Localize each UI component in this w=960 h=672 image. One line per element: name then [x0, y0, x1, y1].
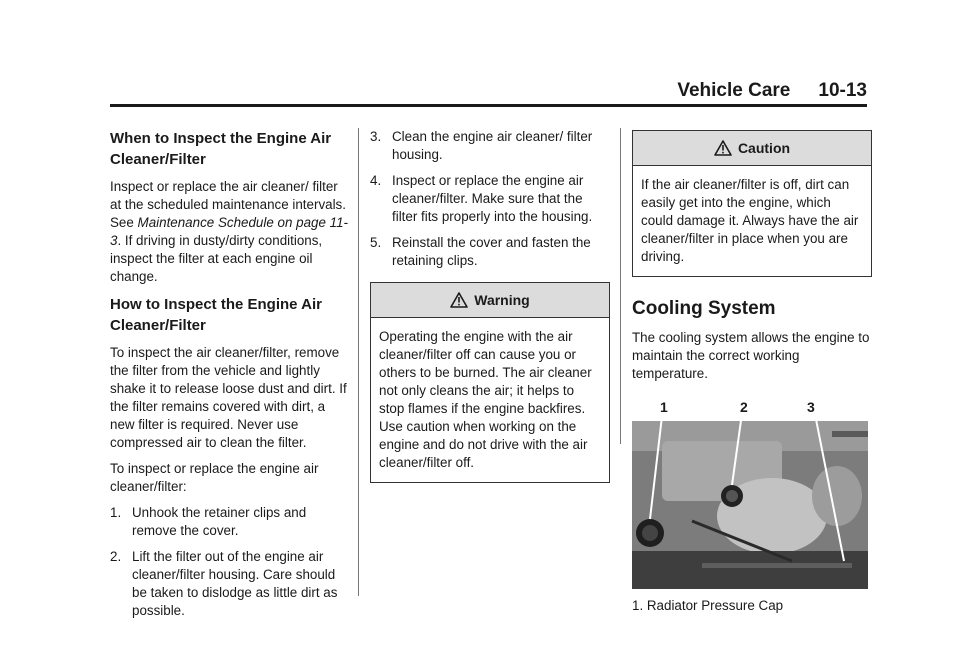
- callout-label: 1: [660, 399, 668, 415]
- text-run: . If driving in dusty/dirty conditions, inspect the filter at each engine oil change.: [110, 233, 323, 284]
- step-number: 5.: [370, 235, 382, 250]
- warning-text: Operating the engine with the air cleaner/filter off can cause you or others to be burned. The air cleaner not only cleans the air; it helps to stop flames if the engine backfires. Use caution when working on the engine and do not drive with the air cleaner/filter off.: [379, 329, 592, 470]
- page-number: 10-13: [818, 80, 867, 101]
- caution-text: If the air cleaner/filter is off, dirt can easily get into the engine, which could damage it. Always have the air cleaner/filter in place when you are driving.: [641, 177, 859, 264]
- engine-figure: [632, 399, 868, 589]
- engine-photo: [632, 421, 868, 589]
- step-text: Inspect or replace the engine air cleaner/filter. Make sure that the filter fits properly into the housing.: [392, 173, 593, 224]
- header-rule: [110, 104, 867, 107]
- caution-header: [633, 131, 871, 166]
- column-1: [110, 128, 350, 628]
- paragraph: [110, 178, 350, 286]
- figure-caption: 1. Radiator Pressure Cap: [632, 598, 784, 613]
- step-number: 3.: [370, 129, 382, 144]
- column-divider: [358, 128, 359, 596]
- warning-body: [371, 318, 609, 482]
- list-item: [370, 172, 610, 226]
- caution-body: [633, 166, 871, 276]
- steps-list: [370, 128, 610, 270]
- engine-compartment-image: [632, 421, 868, 589]
- running-header: [677, 80, 867, 102]
- caution-icon: [714, 140, 732, 156]
- callout-label: 2: [740, 399, 748, 415]
- steps-list: [110, 504, 350, 620]
- step-number: 1.: [110, 505, 122, 520]
- step-number: 2.: [110, 549, 122, 564]
- paragraph: To inspect or replace the engine air cleaner/filter:: [110, 461, 319, 494]
- warning-header: [371, 283, 609, 318]
- cross-reference-link[interactable]: Maintenance Schedule on page 11-3: [110, 215, 348, 248]
- caution-title: Caution: [737, 140, 791, 156]
- column-divider: [620, 128, 621, 444]
- step-text: Reinstall the cover and fasten the retaining clips.: [392, 235, 591, 268]
- list-item: [110, 548, 350, 620]
- callout-label: 3: [807, 399, 815, 415]
- step-text: Clean the engine air cleaner/ filter housing.: [392, 129, 593, 162]
- step-number: 4.: [370, 173, 382, 188]
- paragraph: The cooling system allows the engine to maintain the correct working temperature.: [632, 330, 870, 381]
- text-run: Inspect or replace the air cleaner/ filter at the scheduled maintenance intervals. See: [110, 179, 346, 230]
- warning-icon: [450, 292, 468, 308]
- column-2: [370, 128, 610, 483]
- section-heading-cooling-system: Cooling System: [632, 298, 776, 319]
- list-item: [370, 234, 610, 270]
- paragraph: To inspect the air cleaner/filter, remove the filter from the vehicle and lightly shake it to release loose dust and dirt. If the filter remains covered with dirt, a new filter is required. Never use compressed air to clean the filter.: [110, 345, 347, 450]
- step-text: Lift the filter out of the engine air cleaner/filter housing. Care should be taken to dislodge as little dirt as possible.: [132, 549, 338, 618]
- section-title: Vehicle Care: [677, 80, 791, 101]
- page-header: [110, 80, 867, 106]
- column-3: [632, 128, 872, 623]
- list-item: [110, 504, 350, 540]
- caution-box: [632, 130, 872, 277]
- section-heading-when-to-inspect: When to Inspect the Engine Air Cleaner/Filter: [110, 130, 332, 168]
- section-heading-how-to-inspect: How to Inspect the Engine Air Cleaner/Filter: [110, 296, 322, 334]
- step-text: Unhook the retainer clips and remove the cover.: [132, 505, 307, 538]
- warning-box: [370, 282, 610, 483]
- list-item: [370, 128, 610, 164]
- warning-title: Warning: [474, 292, 530, 308]
